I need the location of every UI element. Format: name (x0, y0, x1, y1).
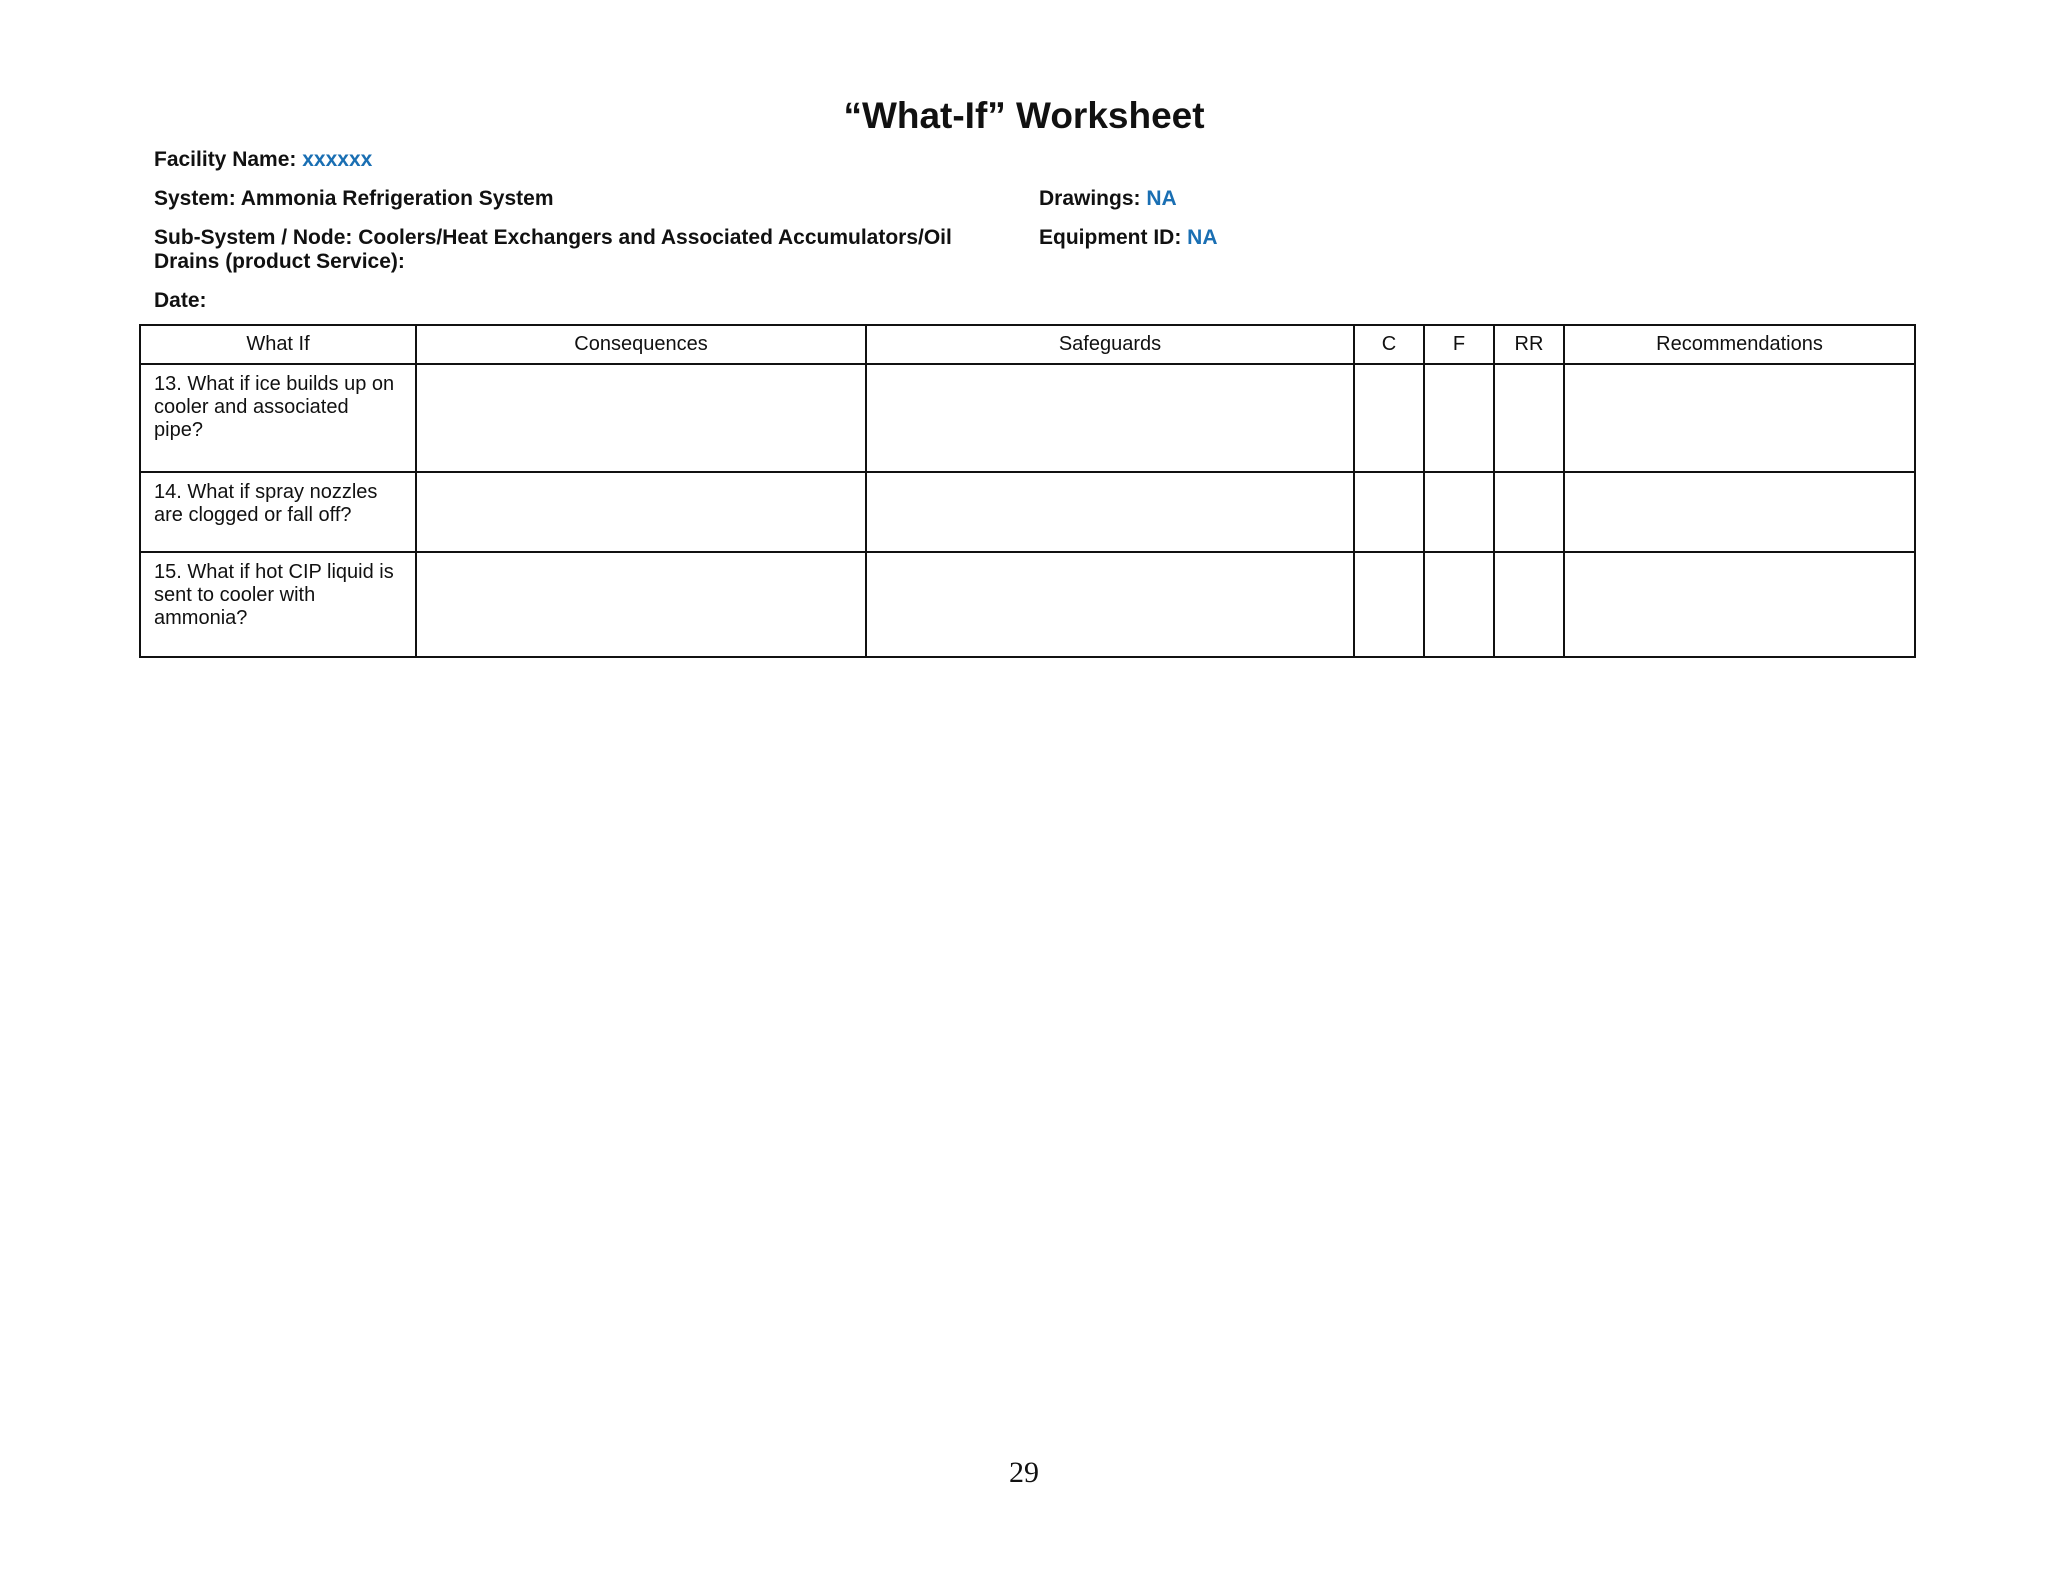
system-value: Ammonia Refrigeration System (240, 187, 554, 210)
recommendations-cell[interactable] (1564, 552, 1915, 657)
table-row (140, 364, 1915, 472)
what-if-cell: 13. What if ice builds up on cooler and associated pipe? (140, 364, 416, 472)
facility-name-label: Facility Name: (154, 148, 297, 171)
f-cell[interactable] (1424, 552, 1494, 657)
what-if-cell: 15. What if hot CIP liquid is sent to cooler with ammonia? (140, 552, 416, 657)
what-if-cell: 14. What if spray nozzles are clogged or fall off? (140, 472, 416, 552)
consequences-cell[interactable] (416, 552, 866, 657)
recommendations-cell[interactable] (1564, 472, 1915, 552)
equipment-id-label: Equipment ID: (1039, 226, 1182, 249)
column-header-recommendations: Recommendations (1564, 325, 1915, 364)
facility-name-value: xxxxxx (302, 148, 373, 171)
date-label: Date: (154, 289, 207, 312)
system-field (154, 187, 554, 211)
column-header-f: F (1424, 325, 1494, 364)
subsystem-field (154, 226, 974, 274)
facility-name-field (154, 148, 372, 172)
what-if-worksheet-table (139, 324, 1916, 658)
page-number: 29 (1009, 1456, 1039, 1489)
c-cell[interactable] (1354, 364, 1424, 472)
rr-cell[interactable] (1494, 364, 1564, 472)
subsystem-value: Coolers/Heat Exchangers and Associated Accumulators/Oil Drains (product Service): (154, 226, 952, 273)
subsystem-label: Sub-System / Node: (154, 226, 353, 249)
safeguards-cell[interactable] (866, 472, 1354, 552)
drawings-value: NA (1146, 187, 1177, 210)
safeguards-cell[interactable] (866, 552, 1354, 657)
c-cell[interactable] (1354, 472, 1424, 552)
table-row (140, 472, 1915, 552)
f-cell[interactable] (1424, 364, 1494, 472)
consequences-cell[interactable] (416, 472, 866, 552)
column-header-what-if: What If (140, 325, 416, 364)
page-title: “What-If” Worksheet (843, 95, 1205, 136)
f-cell[interactable] (1424, 472, 1494, 552)
system-label: System: (154, 187, 236, 210)
column-header-rr: RR (1494, 325, 1564, 364)
date-field (154, 289, 207, 313)
recommendations-cell[interactable] (1564, 364, 1915, 472)
equipment-id-field (1039, 226, 1218, 250)
drawings-label: Drawings: (1039, 187, 1141, 210)
equipment-id-value: NA (1187, 226, 1218, 249)
table-row (140, 552, 1915, 657)
consequences-cell[interactable] (416, 364, 866, 472)
safeguards-cell[interactable] (866, 364, 1354, 472)
rr-cell[interactable] (1494, 472, 1564, 552)
drawings-field (1039, 187, 1177, 211)
column-header-consequences: Consequences (416, 325, 866, 364)
column-header-c: C (1354, 325, 1424, 364)
column-header-safeguards: Safeguards (866, 325, 1354, 364)
table-header-row (140, 325, 1915, 364)
c-cell[interactable] (1354, 552, 1424, 657)
rr-cell[interactable] (1494, 552, 1564, 657)
